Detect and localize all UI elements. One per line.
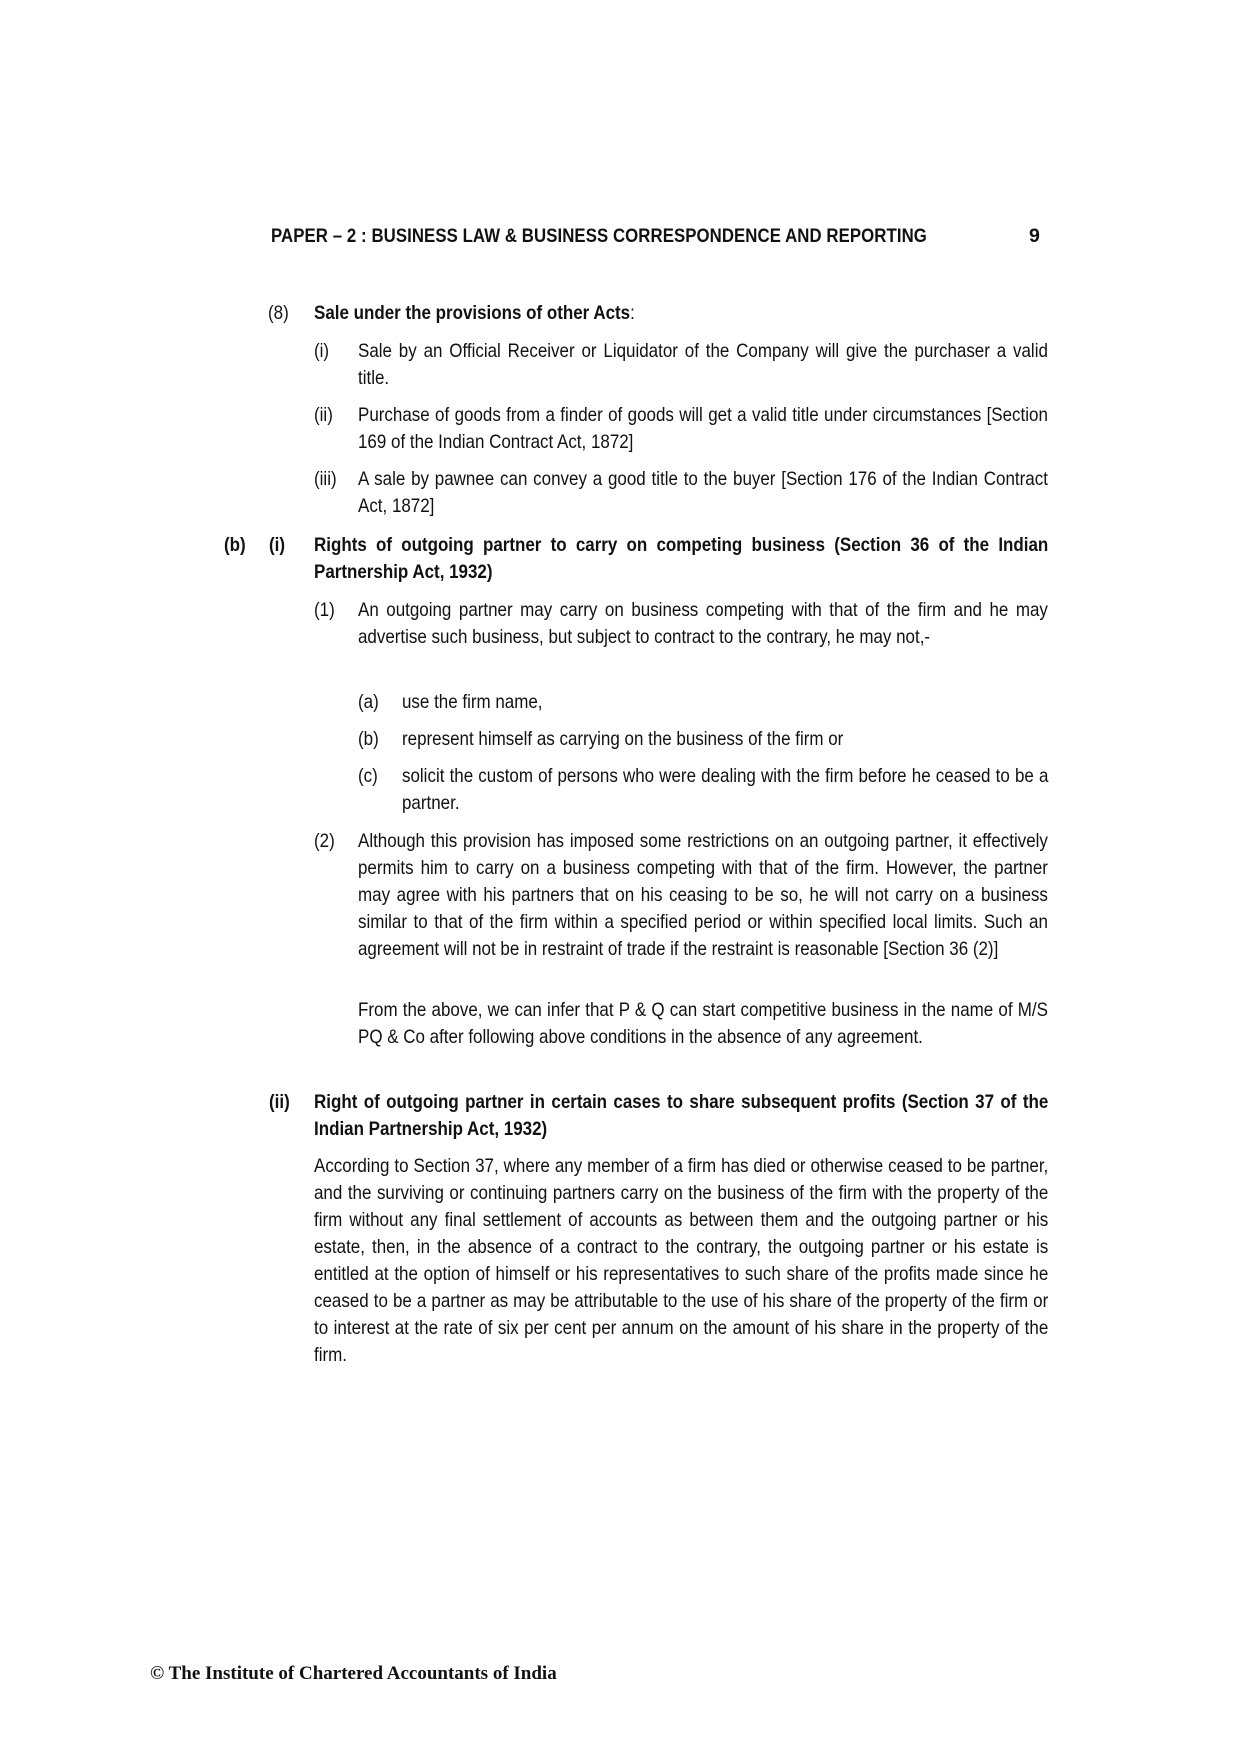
s8-item-2-label: (ii) — [314, 404, 333, 426]
b-i-sub-b-text: represent himself as carrying on the business of the firm or — [402, 728, 844, 750]
part-b-ii-heading: Right of outgoing partner in certain cases to share subsequent profits (Section 37 of the Indian Partnership Act, 1932) — [314, 1091, 1049, 1140]
b-i-sub-a-text: use the firm name, — [402, 691, 543, 713]
section-8-heading-line — [314, 300, 635, 327]
part-b-ii-label: (ii) — [269, 1091, 290, 1113]
b-i-point-2-label: (2) — [314, 830, 335, 852]
s8-item-3-text: A sale by pawnee can convey a good title to the buyer [Section 176 of the Indian Contract Act, 1872] — [358, 468, 1048, 517]
s8-item-2 — [358, 402, 1048, 456]
s8-item-1-text: Sale by an Official Receiver or Liquidator of the Company will give the purchaser a valid title. — [358, 340, 1048, 389]
b-i-point-2 — [358, 828, 1048, 963]
part-b-ii-body — [314, 1153, 1048, 1369]
s8-item-2-text: Purchase of goods from a finder of goods will get a valid title under circumstances [Section 169 of the Indian Contract Act, 1872] — [358, 404, 1048, 453]
page-number: 9 — [1029, 225, 1040, 247]
b-i-point-1-text: An outgoing partner may carry on business competing with that of the firm and he may advertise such business, but subject to contract to the contrary, he may not,- — [358, 599, 1048, 648]
b-i-sub-a-label: (a) — [358, 691, 379, 713]
s8-item-1-label: (i) — [314, 340, 330, 362]
b-i-sub-a — [402, 689, 1048, 716]
part-b-ii-heading-block — [314, 1089, 1048, 1143]
b-i-sub-b-label: (b) — [358, 728, 379, 750]
part-b-i-heading-block — [314, 532, 1048, 586]
part-b-label: (b) — [224, 534, 246, 556]
b-i-point-1 — [358, 597, 1048, 651]
b-i-sub-b — [402, 726, 1048, 753]
b-i-sub-c-label: (c) — [358, 765, 378, 787]
b-i-sub-c — [402, 763, 1048, 817]
section-8-heading: Sale under the provisions of other Acts — [314, 302, 631, 324]
part-b-i-label: (i) — [269, 534, 286, 556]
footer-copyright: © The Institute of Chartered Accountants of India — [150, 1663, 557, 1684]
page-header-title: PAPER – 2 : BUSINESS LAW & BUSINESS CORRESPONDENCE AND REPORTING — [271, 225, 927, 247]
part-b-i-heading: Rights of outgoing partner to carry on competing business (Section 36 of the Indian Partnership Act, 1932) — [314, 534, 1049, 583]
b-i-sub-c-text: solicit the custom of persons who were dealing with the firm before he ceased to be a partner. — [402, 765, 1049, 814]
b-i-point-1-label: (1) — [314, 599, 335, 621]
b-i-conclusion — [358, 997, 1048, 1051]
s8-item-1 — [358, 338, 1048, 392]
s8-item-3 — [358, 466, 1048, 520]
section-8-label: (8) — [268, 302, 289, 324]
s8-item-3-label: (iii) — [314, 468, 337, 490]
b-i-conclusion-text: From the above, we can infer that P & Q can start competitive business in the name of M/S PQ & Co after following above conditions in the absence of any agreement. — [358, 999, 1048, 1048]
b-i-point-2-text: Although this provision has imposed some restrictions on an outgoing partner, it effectively permits him to carry on a business competing with that of the firm. However, the partner may agree with his partners that on his ceasing to be so, he will not carry on a business similar to that of the firm within a specified period or within specified local limits. Such an agreement will not be in restraint of trade if the restraint is reasonable [Section 36 (2)] — [358, 830, 1048, 960]
section-8-colon: : — [630, 302, 635, 324]
part-b-ii-text: According to Section 37, where any member of a firm has died or otherwise ceased to be partner, and the surviving or continuing partners carry on the business of the firm with the property of the firm without any final settlement of accounts as between them and the outgoing partner or his estate, then, in the absence of a contract to the contrary, the outgoing partner or his estate is entitled at the option of himself or his representatives to such share of the profits made since he ceased to be a partner as may be attributable to the use of his share of the property of the firm or to interest at the rate of six per cent per annum on the amount of his share in the property of the firm. — [314, 1155, 1049, 1366]
